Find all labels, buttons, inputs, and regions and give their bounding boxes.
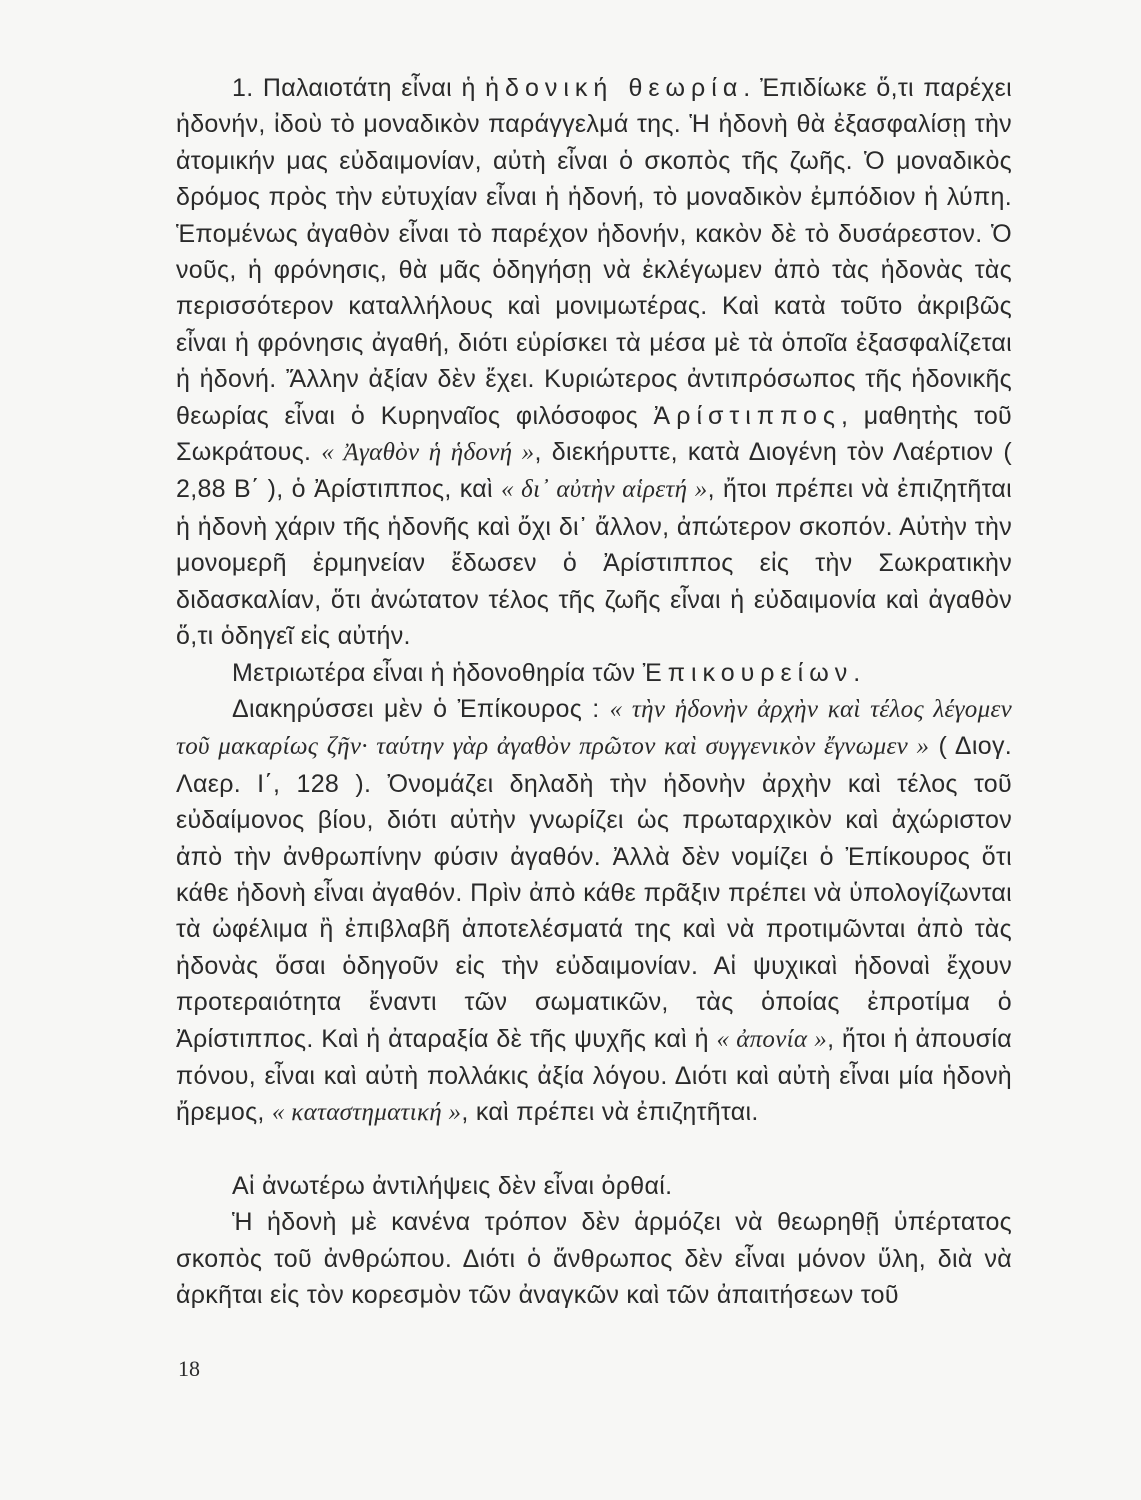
text-segment: , καὶ πρέπει νὰ ἐπιζητῆται.: [461, 1098, 759, 1127]
spaced-name: Ἀρίστιππος: [653, 401, 841, 430]
text-segment: , ἤτοι πρέπει νὰ ἐπιζητῆται ἡ ἡδονὴ χάριν τῆς ἡδονῆς καὶ ὄχι δι᾽ ἄλλον, ἀπώτερον σκοπόν. Αὐτὴν τὴν μονομερῆ ἑρμηνείαν ἔδωσεν ὁ Ἀρίστιππος εἰς τὴν Σωκρατικὴν διδασκαλίαν, ὅτι ἀνώτατον τέλος τῆς ζωῆς εἶναι ἡ εὐδαιμονία καὶ ἀγαθὸν ὅ,τι ὁδηγεῖ εἰς αὐτήν.: [176, 475, 1012, 651]
paragraph-1: [176, 70, 1012, 655]
paragraph-2: [176, 655, 1012, 691]
text-segment: .: [853, 658, 861, 687]
text-segment: Μετριωτέρα εἶναι ἡ ἡδονοθηρία τῶν: [232, 658, 643, 687]
italic-quote: « Ἀγαθὸν ἡ ἡδονή »: [321, 439, 535, 467]
italic-quote: « δι᾽ αὐτὴν αἱρετή »: [500, 476, 708, 504]
paragraph-4: [176, 1168, 1012, 1204]
text-segment: Διακηρύσσει μὲν ὁ Ἐπίκουρος :: [232, 694, 610, 723]
text-segment: , ἤτοι ἡ ἀπουσία πόνου, εἶναι καὶ αὐτὴ πολλάκις ἀξία λόγου. Διότι καὶ αὐτὴ εἶναι μία ἡδονὴ ἤρεμος,: [176, 1024, 1013, 1127]
spaced-term: Ἐπικουρείων: [642, 658, 854, 687]
page-number: 18: [178, 1356, 200, 1381]
text-segment: 1. Παλαιοτάτη εἶναι ἡ: [232, 74, 486, 102]
italic-quote: « τὴν ἡδονὴν ἀρχὴν καὶ τέλος λέγομεν τοῦ μακαρίως ζῆν· ταύτην γὰρ ἀγαθὸν πρῶτον καὶ συγγενικὸν ἔγνωμεν »: [176, 695, 1012, 761]
text-segment: Αἱ ἀνωτέρω ἀντιλήψεις δὲν εἶναι ὀρθαί.: [232, 1171, 673, 1200]
paragraph-3: [176, 691, 1012, 1132]
italic-quote: « ἀπονία »: [716, 1025, 828, 1053]
text-segment: , μαθητὴς τοῦ Σωκράτους.: [176, 401, 1013, 467]
spaced-term: ἡδονική θεωρία: [485, 74, 744, 102]
text-segment: Ἡ ἡδονὴ μὲ κανένα τρόπον δὲν ἁρμόζει νὰ θεωρηθῇ ὑπέρτατος σκοπὸς τοῦ ἀνθρώπου. Διότι ὁ ἄνθρωπος δὲν εἶναι μόνον ὕλη, διὰ νὰ ἀρκῆται εἰς τὸν κορεσμὸν τῶν ἀναγκῶν καὶ τῶν ἀπαιτήσεων τοῦ: [176, 1208, 1012, 1309]
text-segment: . Ἐπιδίωκε ὅ,τι παρέχει ἡδονήν, ἰδοὺ τὸ μοναδικὸν παράγγελμά της. Ἡ ἡδονὴ θὰ ἐξασφαλίσῃ τὴν ἀτομικήν μας εὐδαιμονίαν, αὐτὴ εἶναι ὁ σκοπὸς τῆς ζωῆς. Ὁ μοναδικὸς δρόμος πρὸς τὴν εὐτυχίαν εἶναι ἡ ἡδονή, τὸ μοναδικὸν ἐμπόδιον ἡ λύπη. Ἑπομένως ἀγαθὸν εἶναι τὸ παρέχον ἡδονήν, κακὸν δὲ τὸ δυσάρεστον. Ὁ νοῦς, ἡ φρόνησις, θὰ μᾶς ὁδηγήσῃ νὰ ἐκλέγωμεν ἀπὸ τὰς ἡδονὰς τὰς περισσότερον καταλλήλους καὶ μονιμωτέρας. Καὶ κατὰ τοῦτο ἀκριβῶς εἶναι ἡ φρόνησις ἀγαθή, διότι εὑρίσκει τὰ μέσα μὲ τὰ ὁποῖα ἐξασφαλίζεται ἡ ἡδονή. Ἄλλην ἀξίαν δὲν ἔχει. Κυριώτερος ἀντιπρόσωπος τῆς ἡδονικῆς θεωρίας εἶναι ὁ Κυρηναῖος φιλόσοφος: [176, 74, 1012, 430]
italic-quote: « καταστηματική »: [271, 1099, 462, 1127]
paragraph-5: [176, 1204, 1012, 1313]
text-segment: ( Διογ. Λαερ. Ι΄, 128 ). Ὀνομάζει δηλαδὴ τὴν ἡδονὴν ἀρχὴν καὶ τέλος τοῦ εὐδαίμονος βίου, διότι αὐτὴν γνωρίζει ὡς πρωταρχικὸν καὶ ἀχώριστον ἀπὸ τὴν ἀνθρωπίνην φύσιν ἀγαθόν. Ἀλλὰ δὲν νομίζει ὁ Ἐπίκουρος ὅτι κάθε ἡδονὴ εἶναι ἀγαθόν. Πρὶν ἀπὸ κάθε πρᾶξιν πρέπει νὰ ὑπολογίζωνται τὰ ὠφέλιμα ἢ ἐπιβλαβῆ ἀποτελέσματά της καὶ νὰ προτιμῶνται ἀπὸ τὰς ἡδονὰς ὅσαι ὁδηγοῦν εἰς τὴν εὐδαιμονίαν. Αἱ ψυχικαὶ ἡδοναὶ ἔχουν προτεραιότητα ἔναντι τῶν σωματικῶν, τὰς ὁποίας ἐπροτίμα ὁ Ἀρίστιππος. Καὶ ἡ ἀταραξία δὲ τῆς ψυχῆς καὶ ἡ: [176, 732, 1012, 1053]
body-text: [176, 70, 1012, 1313]
text-segment: , διεκήρυττε, κατὰ Διογένη τὸν Λαέρτιον ( 2,88 Β΄ ), ὁ Ἀρίστιππος, καὶ: [176, 438, 1012, 504]
